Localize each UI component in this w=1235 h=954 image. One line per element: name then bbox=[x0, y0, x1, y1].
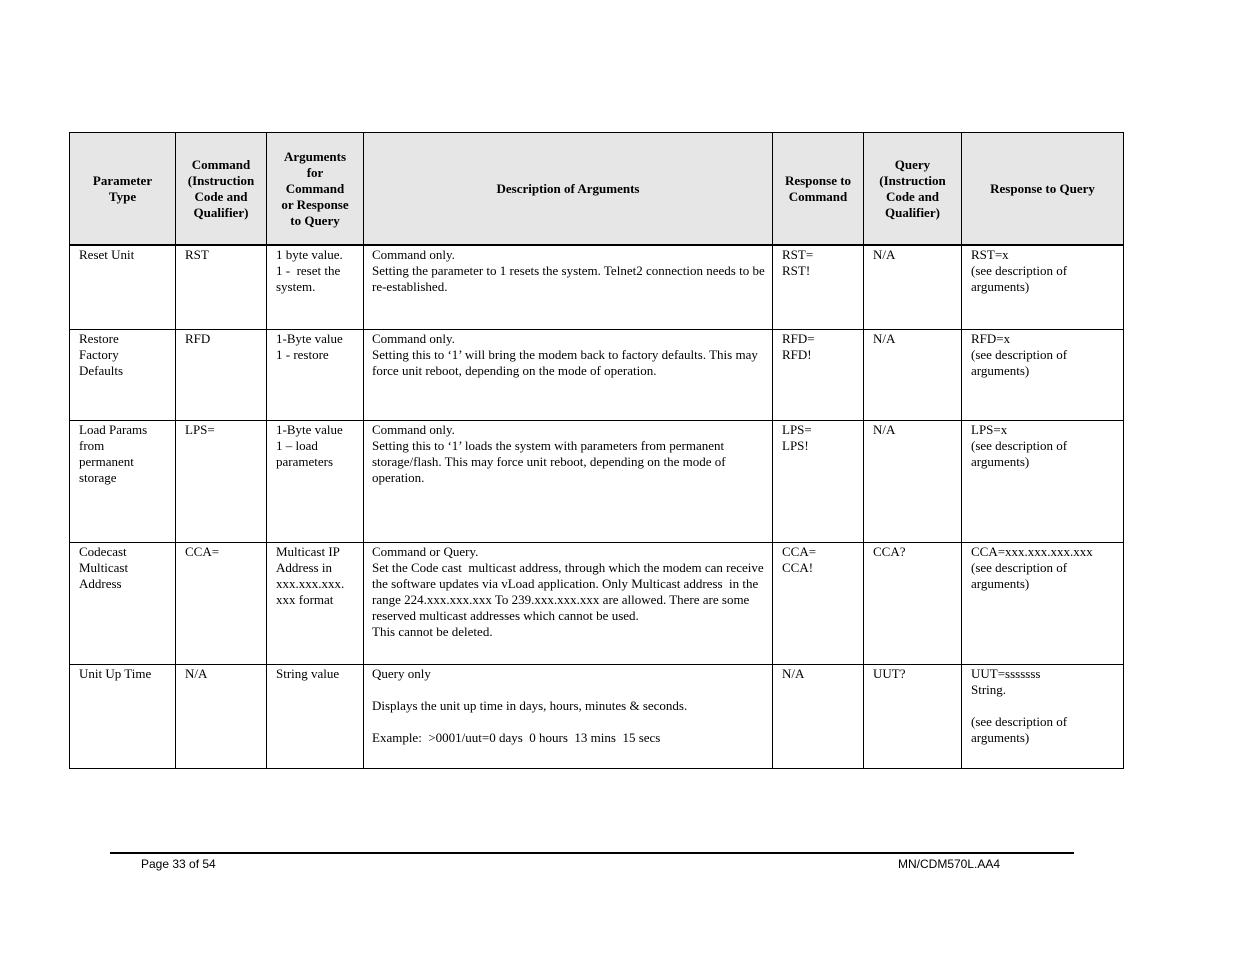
cell-arguments: 1-Byte value 1 - restore bbox=[267, 329, 364, 420]
cell-param: Codecast Multicast Address bbox=[70, 542, 176, 664]
cell-response-command: LPS= LPS! bbox=[773, 420, 864, 542]
header-response-to-command: Response to Command bbox=[773, 133, 864, 246]
table-row bbox=[70, 664, 1124, 768]
cell-response-command: RFD= RFD! bbox=[773, 329, 864, 420]
cell-param: Restore Factory Defaults bbox=[70, 329, 176, 420]
cell-response-query: UUT=sssssss String. (see description of arguments) bbox=[962, 664, 1124, 768]
header-parameter-type: Parameter Type bbox=[70, 133, 176, 246]
cell-description: Query only Displays the unit up time in days, hours, minutes & seconds. Example: >0001/uut=0 days 0 hours 13 mins 15 secs bbox=[364, 664, 773, 768]
cell-response-query: RST=x (see description of arguments) bbox=[962, 245, 1124, 329]
cell-param: Reset Unit bbox=[70, 245, 176, 329]
table-row bbox=[70, 245, 1124, 329]
table-row bbox=[70, 420, 1124, 542]
table-header-row bbox=[70, 133, 1124, 246]
cell-response-query: RFD=x (see description of arguments) bbox=[962, 329, 1124, 420]
header-command: Command (Instruction Code and Qualifier) bbox=[176, 133, 267, 246]
header-arguments: Arguments for Command or Response to Query bbox=[267, 133, 364, 246]
cell-query: UUT? bbox=[864, 664, 962, 768]
cell-arguments: 1 byte value. 1 - reset the system. bbox=[267, 245, 364, 329]
cell-query: N/A bbox=[864, 329, 962, 420]
cell-param: Unit Up Time bbox=[70, 664, 176, 768]
cell-param: Load Params from permanent storage bbox=[70, 420, 176, 542]
cell-query: CCA? bbox=[864, 542, 962, 664]
header-description: Description of Arguments bbox=[364, 133, 773, 246]
table-row bbox=[70, 329, 1124, 420]
cell-response-command: N/A bbox=[773, 664, 864, 768]
cell-description: Command or Query. Set the Code cast multicast address, through which the modem can receive the software updates via vLoad application. Only Multicast address in the range 224.xxx.xxx.xxx To 239.xxx.xxx.xxx are allowed. There are some reserved multicast addresses which cannot be used. This cannot be deleted. bbox=[364, 542, 773, 664]
cell-command: LPS= bbox=[176, 420, 267, 542]
cell-description: Command only. Setting this to ‘1’ will bring the modem back to factory defaults. This may force unit reboot, depending on the mode of operation. bbox=[364, 329, 773, 420]
cell-response-query: LPS=x (see description of arguments) bbox=[962, 420, 1124, 542]
cell-command: N/A bbox=[176, 664, 267, 768]
cell-description: Command only. Setting the parameter to 1 resets the system. Telnet2 connection needs to be re-established. bbox=[364, 245, 773, 329]
page-footer bbox=[110, 852, 1074, 871]
header-response-to-query: Response to Query bbox=[962, 133, 1124, 246]
header-query: Query (Instruction Code and Qualifier) bbox=[864, 133, 962, 246]
command-table bbox=[69, 132, 1124, 769]
cell-response-command: RST= RST! bbox=[773, 245, 864, 329]
page-number: Page 33 of 54 bbox=[141, 857, 216, 871]
cell-command: RFD bbox=[176, 329, 267, 420]
cell-arguments: Multicast IP Address in xxx.xxx.xxx. xxx format bbox=[267, 542, 364, 664]
cell-description: Command only. Setting this to ‘1’ loads the system with parameters from permanent storage/flash. This may force unit reboot, depending on the mode of operation. bbox=[364, 420, 773, 542]
cell-command: CCA= bbox=[176, 542, 267, 664]
cell-arguments: 1-Byte value 1 – load parameters bbox=[267, 420, 364, 542]
document-id: MN/CDM570L.AA4 bbox=[898, 857, 1001, 871]
cell-response-command: CCA= CCA! bbox=[773, 542, 864, 664]
cell-response-query: CCA=xxx.xxx.xxx.xxx (see description of arguments) bbox=[962, 542, 1124, 664]
cell-query: N/A bbox=[864, 245, 962, 329]
table-row bbox=[70, 542, 1124, 664]
cell-query: N/A bbox=[864, 420, 962, 542]
cell-command: RST bbox=[176, 245, 267, 329]
cell-arguments: String value bbox=[267, 664, 364, 768]
